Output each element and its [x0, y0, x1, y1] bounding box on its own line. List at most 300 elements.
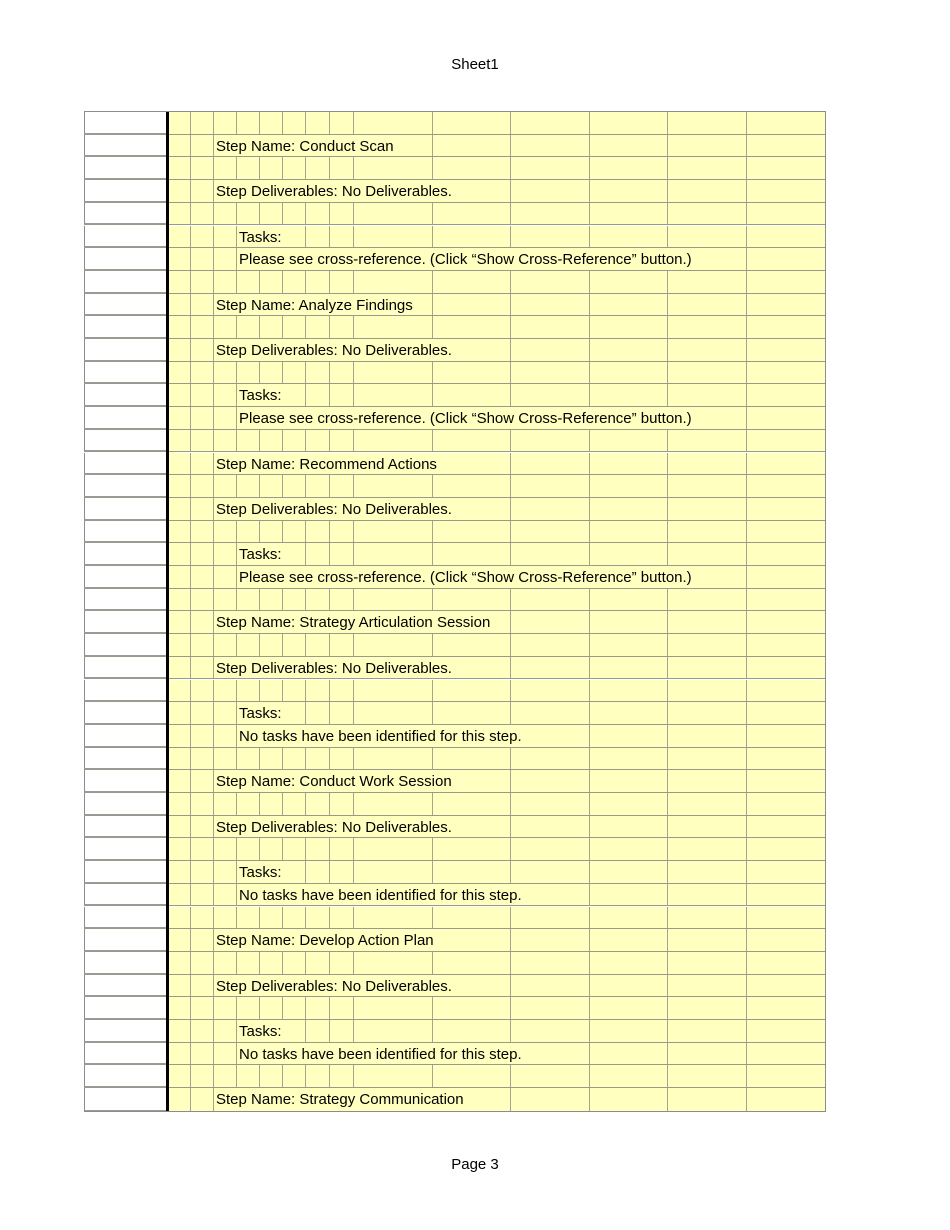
- column-gridline: [190, 861, 191, 883]
- column-gridline: [432, 384, 433, 406]
- column-gridline: [305, 112, 306, 134]
- column-gridline: [213, 793, 214, 815]
- column-gridline: [236, 861, 237, 883]
- step-line: Step Name: Conduct Work Session: [216, 773, 452, 791]
- column-gridline: [667, 1065, 668, 1087]
- column-gridline: [746, 793, 747, 815]
- task-line: Please see cross-reference. (Click “Show Cross-Reference” button.): [239, 410, 692, 428]
- row-header-cell[interactable]: [84, 952, 167, 974]
- column-gridline: [190, 453, 191, 475]
- table-row: [84, 407, 825, 430]
- row-header-cell[interactable]: [84, 634, 167, 656]
- column-gridline: [213, 362, 214, 384]
- column-gridline: [305, 475, 306, 497]
- column-gridline: [236, 748, 237, 770]
- table-row: [84, 770, 825, 793]
- column-gridline: [746, 543, 747, 565]
- column-gridline: [213, 135, 214, 157]
- column-gridline: [667, 294, 668, 316]
- row-header-cell[interactable]: [84, 589, 167, 611]
- column-gridline: [353, 226, 354, 248]
- row-header-cell[interactable]: [84, 1088, 167, 1111]
- column-gridline: [510, 339, 511, 361]
- column-gridline: [746, 589, 747, 611]
- column-gridline: [213, 407, 214, 429]
- column-gridline: [746, 1020, 747, 1042]
- column-gridline: [667, 975, 668, 997]
- column-gridline: [213, 1020, 214, 1042]
- column-gridline: [589, 725, 590, 747]
- task-line: Tasks:: [239, 228, 282, 246]
- column-gridline: [329, 430, 330, 452]
- column-gridline: [589, 657, 590, 679]
- column-gridline: [236, 203, 237, 225]
- row-header-cell[interactable]: [84, 975, 167, 997]
- column-gridline: [510, 952, 511, 974]
- column-gridline: [589, 793, 590, 815]
- column-gridline: [589, 543, 590, 565]
- column-gridline: [329, 634, 330, 656]
- column-gridline: [236, 430, 237, 452]
- row-header-cell[interactable]: [84, 475, 167, 497]
- column-gridline: [329, 521, 330, 543]
- column-gridline: [432, 316, 433, 338]
- row-cells: [168, 203, 825, 225]
- column-gridline: [589, 611, 590, 633]
- row-header-cell[interactable]: [84, 611, 167, 633]
- column-gridline: [329, 680, 330, 702]
- table-row: [84, 816, 825, 839]
- column-gridline: [589, 157, 590, 179]
- table-row: [84, 1065, 825, 1088]
- column-gridline: [432, 543, 433, 565]
- step-line: Step Name: Recommend Actions: [216, 455, 437, 473]
- row-header-cell[interactable]: [84, 861, 167, 883]
- column-gridline: [305, 543, 306, 565]
- column-gridline: [236, 362, 237, 384]
- row-cells: [168, 475, 825, 497]
- column-gridline: [236, 793, 237, 815]
- column-gridline: [213, 929, 214, 951]
- column-gridline: [213, 384, 214, 406]
- row-header-cell[interactable]: [84, 725, 167, 747]
- task-line: Tasks:: [239, 705, 282, 723]
- column-gridline: [589, 770, 590, 792]
- row-header-cell[interactable]: [84, 316, 167, 338]
- column-gridline: [282, 589, 283, 611]
- column-gridline: [259, 997, 260, 1019]
- column-gridline: [746, 816, 747, 838]
- column-gridline: [432, 157, 433, 179]
- row-header-cell[interactable]: [84, 816, 167, 838]
- column-gridline: [282, 430, 283, 452]
- column-gridline: [510, 180, 511, 202]
- column-gridline: [746, 384, 747, 406]
- column-gridline: [329, 952, 330, 974]
- column-gridline: [510, 271, 511, 293]
- column-gridline: [353, 907, 354, 929]
- row-header-cell[interactable]: [84, 498, 167, 520]
- column-gridline: [236, 952, 237, 974]
- column-gridline: [667, 861, 668, 883]
- row-header-cell[interactable]: [84, 157, 167, 179]
- row-header-cell[interactable]: [84, 521, 167, 543]
- column-gridline: [259, 203, 260, 225]
- column-gridline: [190, 135, 191, 157]
- step-line: Step Name: Develop Action Plan: [216, 932, 434, 950]
- table-row: [84, 226, 825, 249]
- column-gridline: [746, 521, 747, 543]
- column-gridline: [589, 135, 590, 157]
- column-gridline: [746, 702, 747, 724]
- column-gridline: [510, 1065, 511, 1087]
- row-cells: [168, 112, 825, 134]
- table-row: [84, 861, 825, 884]
- row-header-cell[interactable]: [84, 543, 167, 565]
- column-gridline: [667, 226, 668, 248]
- row-header-cell[interactable]: [84, 680, 167, 702]
- column-gridline: [510, 929, 511, 951]
- table-row: [84, 1020, 825, 1043]
- column-gridline: [667, 1020, 668, 1042]
- column-gridline: [746, 566, 747, 588]
- column-gridline: [282, 1065, 283, 1087]
- column-gridline: [353, 316, 354, 338]
- column-gridline: [589, 453, 590, 475]
- table-row: [84, 634, 825, 657]
- column-gridline: [589, 271, 590, 293]
- sheet-title: Sheet1: [451, 56, 499, 73]
- column-gridline: [432, 226, 433, 248]
- row-header-cell[interactable]: [84, 407, 167, 429]
- column-gridline: [329, 316, 330, 338]
- column-gridline: [667, 702, 668, 724]
- column-gridline: [190, 952, 191, 974]
- column-gridline: [667, 339, 668, 361]
- column-gridline: [190, 498, 191, 520]
- column-gridline: [305, 861, 306, 883]
- column-gridline: [432, 634, 433, 656]
- column-gridline: [282, 521, 283, 543]
- column-gridline: [353, 861, 354, 883]
- row-header-cell[interactable]: [84, 1065, 167, 1087]
- column-gridline: [589, 180, 590, 202]
- column-gridline: [746, 1043, 747, 1065]
- column-gridline: [510, 997, 511, 1019]
- column-gridline: [667, 362, 668, 384]
- column-gridline: [667, 271, 668, 293]
- column-gridline: [329, 1020, 330, 1042]
- column-gridline: [190, 1020, 191, 1042]
- column-gridline: [667, 135, 668, 157]
- column-gridline: [213, 226, 214, 248]
- column-gridline: [667, 725, 668, 747]
- column-gridline: [236, 475, 237, 497]
- column-gridline: [236, 702, 237, 724]
- column-gridline: [589, 112, 590, 134]
- column-gridline: [190, 611, 191, 633]
- row-header-cell[interactable]: [84, 838, 167, 860]
- column-gridline: [667, 748, 668, 770]
- column-gridline: [213, 975, 214, 997]
- step-line: Step Deliverables: No Deliverables.: [216, 818, 452, 836]
- column-gridline: [353, 838, 354, 860]
- column-gridline: [305, 793, 306, 815]
- column-gridline: [236, 997, 237, 1019]
- column-gridline: [510, 748, 511, 770]
- row-header-cell[interactable]: [84, 271, 167, 293]
- column-gridline: [353, 362, 354, 384]
- row-header-cell[interactable]: [84, 793, 167, 815]
- column-gridline: [510, 793, 511, 815]
- column-gridline: [353, 634, 354, 656]
- column-gridline: [353, 1065, 354, 1087]
- column-gridline: [510, 226, 511, 248]
- column-gridline: [746, 112, 747, 134]
- row-header-cell[interactable]: [84, 248, 167, 270]
- row-header-cell[interactable]: [84, 112, 167, 134]
- row-header-cell[interactable]: [84, 135, 167, 157]
- column-gridline: [667, 316, 668, 338]
- column-gridline: [236, 407, 237, 429]
- column-gridline: [190, 1088, 191, 1111]
- table-row: [84, 543, 825, 566]
- column-gridline: [667, 112, 668, 134]
- column-gridline: [432, 1065, 433, 1087]
- column-gridline: [213, 816, 214, 838]
- column-gridline: [432, 135, 433, 157]
- column-gridline: [190, 634, 191, 656]
- column-gridline: [213, 611, 214, 633]
- column-gridline: [329, 157, 330, 179]
- column-gridline: [305, 1020, 306, 1042]
- column-gridline: [667, 1088, 668, 1111]
- column-gridline: [190, 157, 191, 179]
- table-row: [84, 929, 825, 952]
- column-gridline: [667, 157, 668, 179]
- row-header-cell[interactable]: [84, 226, 167, 248]
- row-header-cell[interactable]: [84, 702, 167, 724]
- table-row: [84, 180, 825, 203]
- row-header-cell[interactable]: [84, 1020, 167, 1042]
- row-header-cell[interactable]: [84, 339, 167, 361]
- column-gridline: [329, 384, 330, 406]
- row-header-cell[interactable]: [84, 997, 167, 1019]
- table-row: [84, 112, 825, 135]
- column-gridline: [305, 997, 306, 1019]
- column-gridline: [213, 680, 214, 702]
- row-cells: [168, 589, 825, 611]
- column-gridline: [746, 180, 747, 202]
- column-gridline: [432, 952, 433, 974]
- column-gridline: [746, 680, 747, 702]
- row-header-cell[interactable]: [84, 1043, 167, 1065]
- column-gridline: [282, 316, 283, 338]
- column-gridline: [213, 543, 214, 565]
- column-gridline: [746, 861, 747, 883]
- column-gridline: [236, 566, 237, 588]
- row-header-cell[interactable]: [84, 884, 167, 906]
- column-gridline: [667, 657, 668, 679]
- row-header-cell[interactable]: [84, 453, 167, 475]
- column-gridline: [282, 952, 283, 974]
- column-gridline: [432, 294, 433, 316]
- column-gridline: [667, 816, 668, 838]
- column-gridline: [510, 203, 511, 225]
- table-row: [84, 135, 825, 158]
- column-gridline: [305, 430, 306, 452]
- column-gridline: [213, 907, 214, 929]
- row-header-cell[interactable]: [84, 907, 167, 929]
- column-gridline: [213, 1088, 214, 1111]
- column-gridline: [589, 1088, 590, 1111]
- column-gridline: [213, 294, 214, 316]
- task-line: Tasks:: [239, 864, 282, 882]
- column-gridline: [432, 907, 433, 929]
- column-gridline: [353, 384, 354, 406]
- table-row: [84, 884, 825, 907]
- column-gridline: [589, 997, 590, 1019]
- column-gridline: [353, 793, 354, 815]
- row-header-cell[interactable]: [84, 362, 167, 384]
- column-gridline: [259, 271, 260, 293]
- step-line: Step Name: Strategy Articulation Session: [216, 614, 491, 632]
- column-gridline: [667, 543, 668, 565]
- column-gridline: [329, 543, 330, 565]
- column-gridline: [329, 362, 330, 384]
- table-row: [84, 203, 825, 226]
- column-gridline: [236, 884, 237, 906]
- column-gridline: [190, 112, 191, 134]
- row-cells: [168, 952, 825, 974]
- column-gridline: [746, 725, 747, 747]
- column-gridline: [667, 1043, 668, 1065]
- row-header-cell[interactable]: [84, 929, 167, 951]
- column-gridline: [353, 997, 354, 1019]
- column-gridline: [190, 997, 191, 1019]
- column-gridline: [589, 1020, 590, 1042]
- row-cells: [168, 1065, 825, 1087]
- column-gridline: [667, 793, 668, 815]
- column-gridline: [282, 793, 283, 815]
- column-gridline: [746, 1088, 747, 1111]
- column-gridline: [259, 316, 260, 338]
- column-gridline: [190, 657, 191, 679]
- row-header-cell[interactable]: [84, 430, 167, 452]
- table-row: [84, 793, 825, 816]
- column-gridline: [746, 884, 747, 906]
- column-gridline: [589, 226, 590, 248]
- column-gridline: [746, 952, 747, 974]
- column-gridline: [305, 521, 306, 543]
- column-gridline: [329, 203, 330, 225]
- table-row: [84, 294, 825, 317]
- column-gridline: [236, 1020, 237, 1042]
- table-row: [84, 975, 825, 998]
- column-gridline: [667, 770, 668, 792]
- column-gridline: [432, 589, 433, 611]
- row-cells: [168, 157, 825, 179]
- column-gridline: [259, 362, 260, 384]
- column-gridline: [329, 702, 330, 724]
- column-gridline: [190, 430, 191, 452]
- column-gridline: [190, 884, 191, 906]
- column-gridline: [589, 816, 590, 838]
- column-gridline: [667, 498, 668, 520]
- column-gridline: [282, 907, 283, 929]
- step-line: Step Name: Strategy Communication: [216, 1091, 464, 1109]
- column-gridline: [282, 680, 283, 702]
- column-gridline: [190, 271, 191, 293]
- column-gridline: [213, 498, 214, 520]
- column-gridline: [510, 770, 511, 792]
- column-gridline: [213, 861, 214, 883]
- column-gridline: [329, 1065, 330, 1087]
- column-gridline: [213, 884, 214, 906]
- column-gridline: [259, 748, 260, 770]
- column-gridline: [746, 203, 747, 225]
- column-gridline: [589, 1043, 590, 1065]
- row-header-cell[interactable]: [84, 566, 167, 588]
- row-header-cell[interactable]: [84, 180, 167, 202]
- column-gridline: [589, 294, 590, 316]
- row-header-cell[interactable]: [84, 748, 167, 770]
- row-header-cell[interactable]: [84, 657, 167, 679]
- step-line: Step Deliverables: No Deliverables.: [216, 183, 452, 201]
- column-gridline: [190, 1065, 191, 1087]
- column-gridline: [589, 339, 590, 361]
- column-gridline: [667, 929, 668, 951]
- task-line: No tasks have been identified for this step.: [239, 1045, 522, 1063]
- column-gridline: [589, 498, 590, 520]
- task-line: Please see cross-reference. (Click “Show Cross-Reference” button.): [239, 569, 692, 586]
- column-gridline: [353, 157, 354, 179]
- column-gridline: [282, 362, 283, 384]
- column-gridline: [667, 611, 668, 633]
- column-gridline: [329, 907, 330, 929]
- column-gridline: [667, 453, 668, 475]
- row-header-cell[interactable]: [84, 770, 167, 792]
- column-gridline: [510, 975, 511, 997]
- column-gridline: [190, 589, 191, 611]
- table-row: [84, 521, 825, 544]
- column-gridline: [236, 112, 237, 134]
- column-gridline: [510, 316, 511, 338]
- column-gridline: [213, 725, 214, 747]
- table-row: [84, 384, 825, 407]
- row-cells: [168, 997, 825, 1019]
- column-gridline: [190, 384, 191, 406]
- row-cells: [168, 748, 825, 770]
- row-header-cell[interactable]: [84, 294, 167, 316]
- column-gridline: [510, 1020, 511, 1042]
- row-header-cell[interactable]: [84, 384, 167, 406]
- column-gridline: [432, 838, 433, 860]
- column-gridline: [589, 203, 590, 225]
- column-gridline: [305, 702, 306, 724]
- table-row: [84, 498, 825, 521]
- column-gridline: [329, 589, 330, 611]
- column-gridline: [589, 316, 590, 338]
- column-gridline: [746, 975, 747, 997]
- column-gridline: [213, 521, 214, 543]
- column-gridline: [190, 770, 191, 792]
- row-header-cell[interactable]: [84, 203, 167, 225]
- column-gridline: [589, 1065, 590, 1087]
- table-row: [84, 1088, 825, 1111]
- column-gridline: [667, 430, 668, 452]
- column-gridline: [236, 157, 237, 179]
